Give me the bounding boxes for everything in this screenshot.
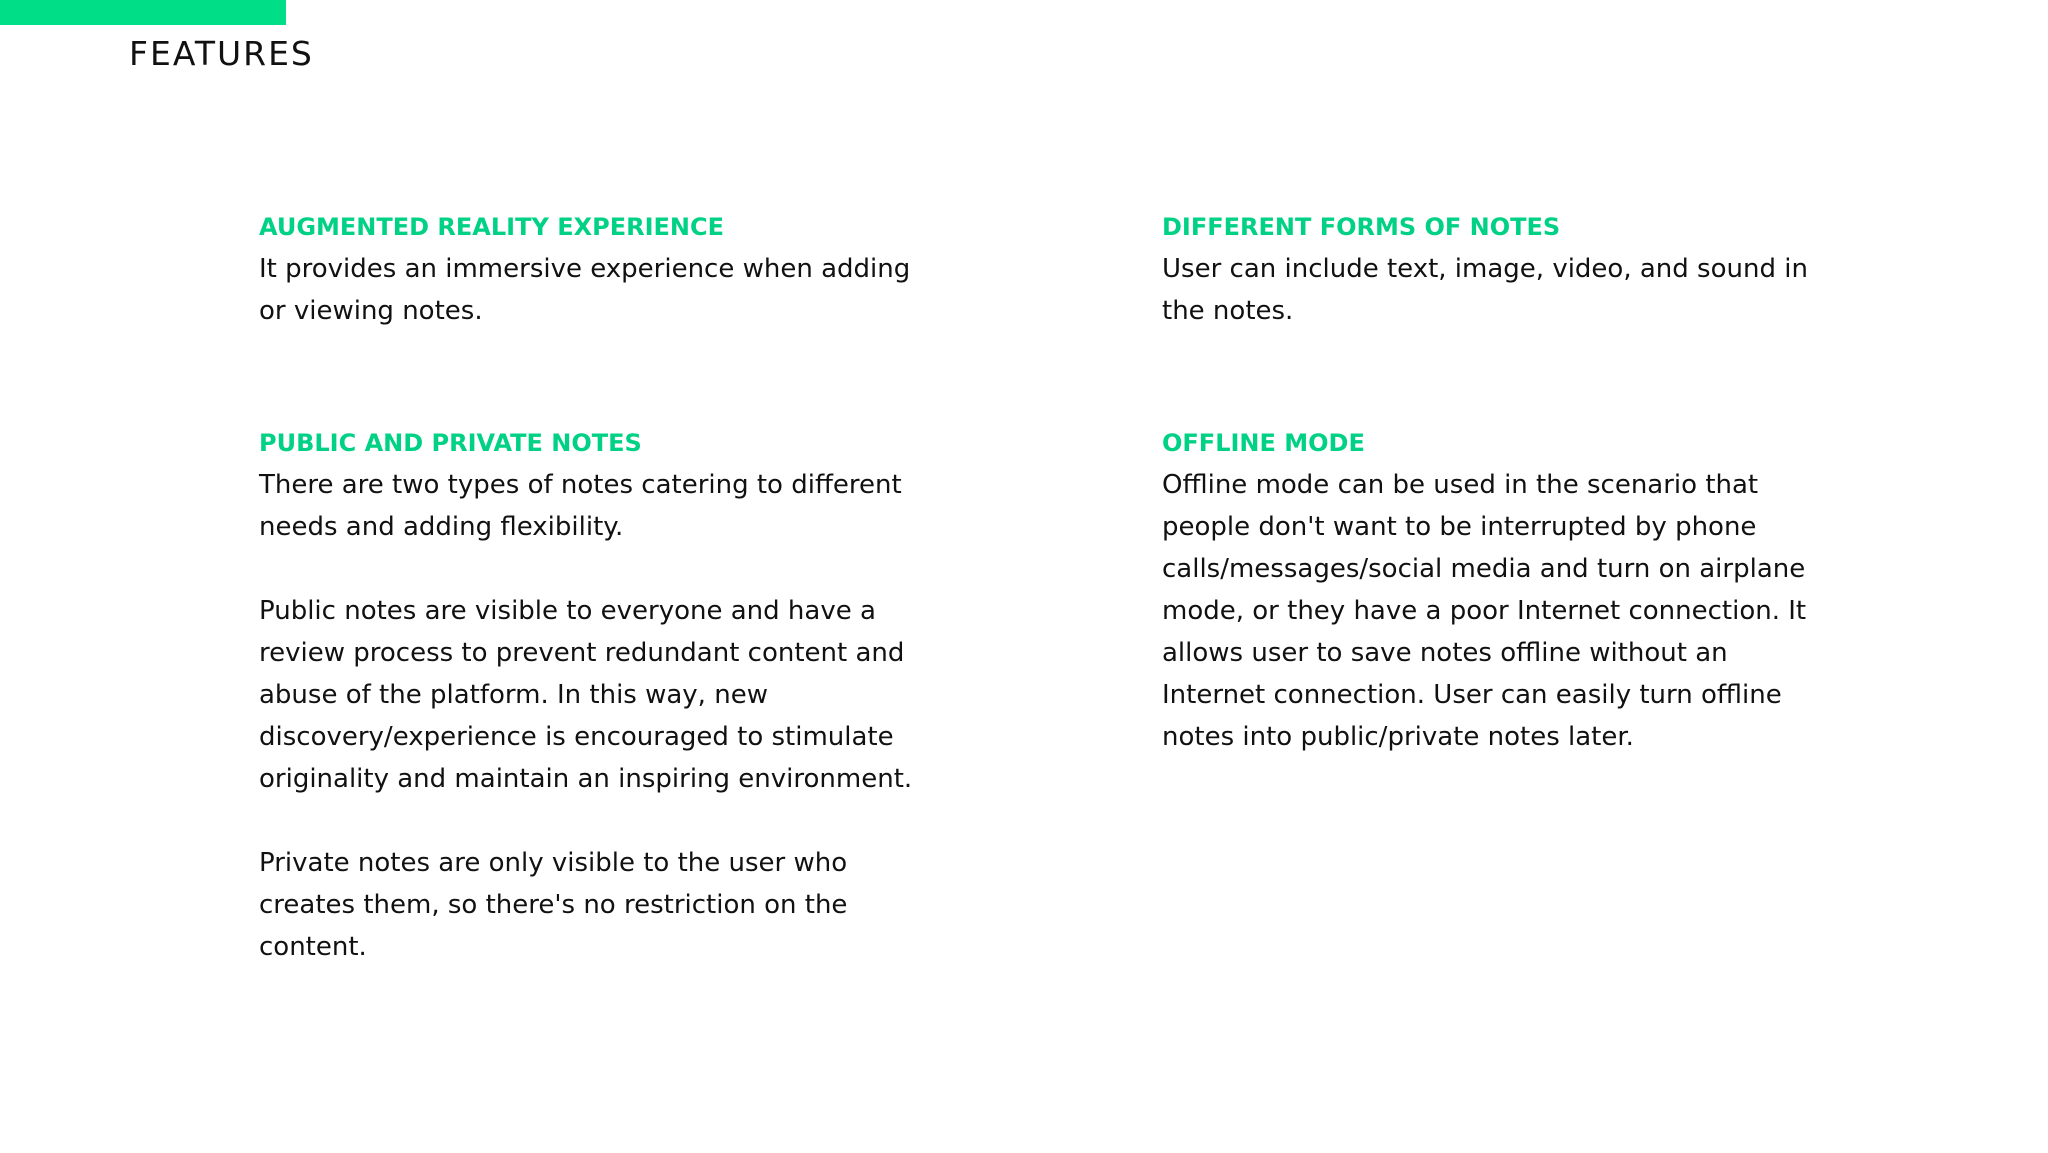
feature-augmented-reality <box>259 212 929 332</box>
feature-offline-mode <box>1162 428 1832 758</box>
feature-description: Private notes are only visible to the user who creates them, so there's no restriction on the content. <box>259 848 848 962</box>
feature-heading: PUBLIC AND PRIVATE NOTES <box>259 429 642 457</box>
feature-heading: AUGMENTED REALITY EXPERIENCE <box>259 213 724 241</box>
feature-heading: OFFLINE MODE <box>1162 429 1365 457</box>
feature-heading: DIFFERENT FORMS OF NOTES <box>1162 213 1561 241</box>
feature-different-forms <box>1162 212 1832 332</box>
feature-description: It provides an immersive experience when adding or viewing notes. <box>259 254 911 326</box>
feature-description: User can include text, image, video, and sound in the notes. <box>1162 254 1808 326</box>
page-title: FEATURES <box>129 34 314 73</box>
feature-public-private-notes <box>259 428 929 968</box>
feature-description: Public notes are visible to everyone and have a review process to prevent redundant content and abuse of the platform. In this way, new discovery/experience is encouraged to stimulate originality and maintain an inspiring environment. <box>259 596 913 794</box>
accent-bar <box>0 0 286 25</box>
feature-description: Offline mode can be used in the scenario that people don't want to be interrupted by phone calls/messages/social media and turn on airplane mode, or they have a poor Internet connection. It allows user to save notes offline without an Internet connection. User can easily turn offline notes into public/private notes later. <box>1162 470 1807 752</box>
feature-description: There are two types of notes catering to different needs and adding flexibility. <box>259 470 902 542</box>
